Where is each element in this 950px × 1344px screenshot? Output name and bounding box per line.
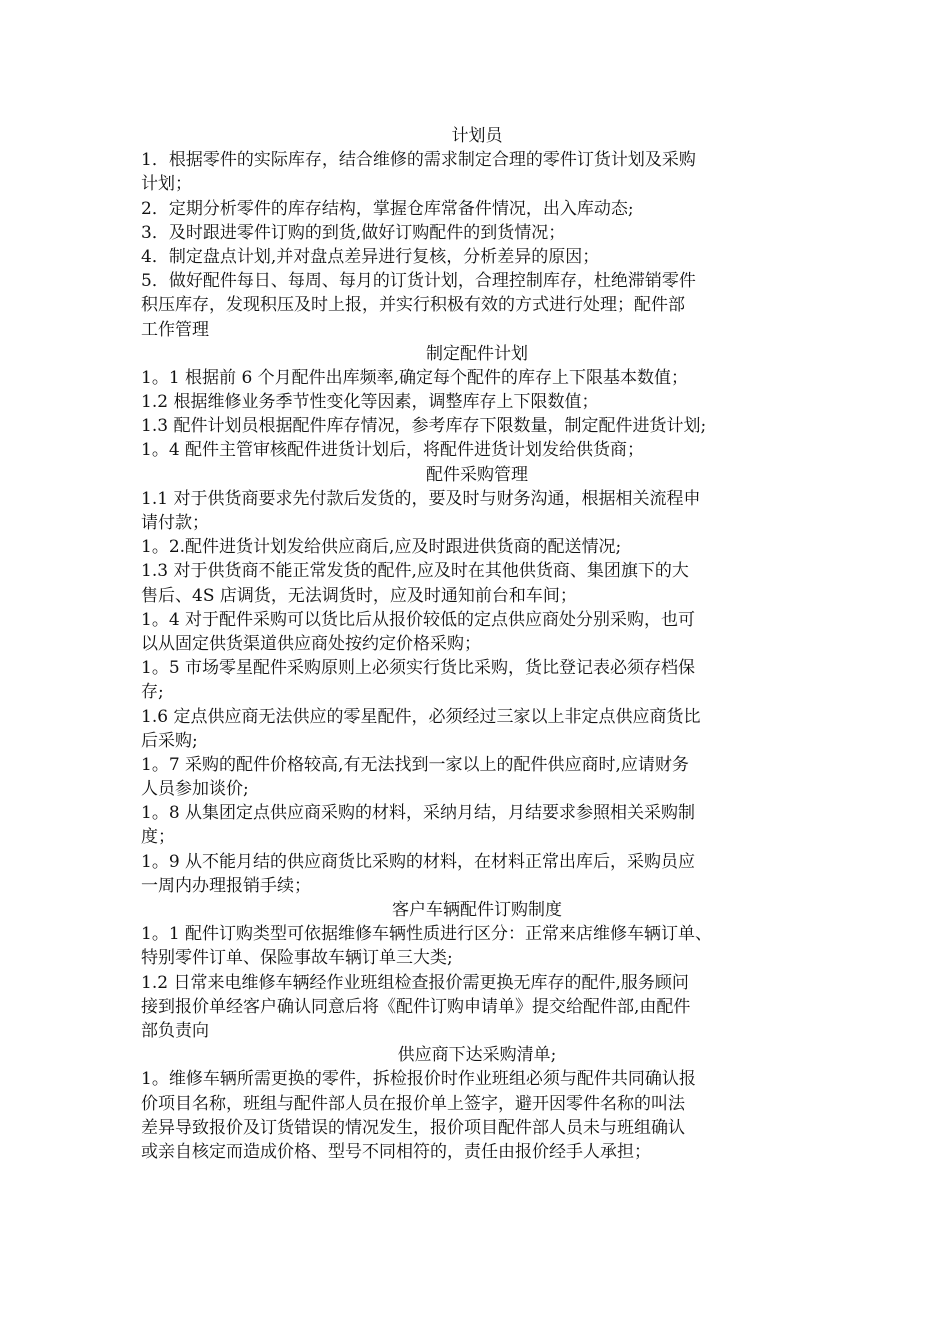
text-line: 1.1 对于供货商要求先付款后发货的，要及时与财务沟通，根据相关流程申 xyxy=(141,488,701,509)
text-line: 1。7 采购的配件价格较高,有无法找到一家以上的配件供应商时,应请财务 xyxy=(141,754,689,775)
text-line: 1。维修车辆所需更换的零件，拆检报价时作业班组必须与配件共同确认报 xyxy=(141,1069,696,1090)
text-line: 2．定期分析零件的库存结构，掌握仓库常备件情况，出入库动态; xyxy=(141,198,634,219)
text-line: 1.2 日常来电维修车辆经作业班组检查报价需更换无库存的配件,服务顾问 xyxy=(141,972,689,993)
text-line: 4．制定盘点计划,并对盘点差异进行复核，分析差异的原因； xyxy=(141,246,600,267)
text-line: 1。8 从集团定点供应商采购的材料，采纳月结，月结要求参照相关采购制 xyxy=(141,803,696,824)
section-heading: 供应商下达采购清单; xyxy=(397,1045,557,1066)
text-line: 售后、4S 店调货，无法调货时，应及时通知前台和车间； xyxy=(141,585,577,606)
section-heading: 配件采购管理 xyxy=(426,464,528,485)
text-line: 一周内办理报销手续； xyxy=(141,875,311,896)
text-line: 1。9 从不能月结的供应商货比采购的材料，在材料正常出库后，采购员应 xyxy=(141,851,696,872)
section-heading: 计划员 xyxy=(451,126,503,146)
section-heading: 制定配件计划 xyxy=(426,343,528,364)
text-line: 1。4 配件主管审核配件进货计划后，将配件进货计划发给供货商； xyxy=(141,440,645,461)
text-line: 价项目名称，班组与配件部人员在报价单上签字，避开因零件名称的叫法 xyxy=(141,1093,685,1114)
text-line: 存; xyxy=(141,682,164,703)
text-line: 工作管理 xyxy=(141,319,209,340)
text-line: 1。1 配件订购类型可依据维修车辆性质进行区分：正常来店维修车辆订单、 xyxy=(141,924,713,945)
text-line: 请付款； xyxy=(141,513,209,533)
text-line: 1.3 配件计划员根据配件库存情况，参考库存下限数量，制定配件进货计划; xyxy=(141,416,707,437)
text-line: 接到报价单经客户确认同意后将《配件订购申请单》提交给配件部,由配件 xyxy=(141,996,691,1017)
text-line: 特别零件订单、保险事故车辆订单三大类; xyxy=(141,948,453,969)
text-line: 积压库存，发现积压及时上报，并实行积极有效的方式进行处理；配件部 xyxy=(141,295,685,316)
text-line: 以从固定供货渠道供应商处按约定价格采购； xyxy=(141,633,481,654)
text-line: 1。4 对于配件采购可以货比后从报价较低的定点供应商处分别采购，也可 xyxy=(141,609,696,630)
text-line: 人员参加谈价; xyxy=(141,779,249,800)
text-line: 1．根据零件的实际库存，结合维修的需求制定合理的零件订货计划及采购 xyxy=(141,150,696,171)
text-line: 1.2 根据维修业务季节性变化等因素，调整库存上下限数值； xyxy=(141,392,599,413)
text-line: 后采购; xyxy=(141,730,198,751)
text-line: 差异导致报价及订货错误的情况发生，报价项目配件部人员未与班组确认 xyxy=(141,1117,685,1138)
section-heading: 客户车辆配件订购制度 xyxy=(392,900,562,920)
text-line: 计划； xyxy=(141,174,192,195)
text-line: 度； xyxy=(141,827,175,848)
text-line: 1.3 对于供货商不能正常发货的配件,应及时在其他供货商、集团旗下的大 xyxy=(141,561,689,582)
text-line: 1.6 定点供应商无法供应的零星配件，必须经过三家以上非定点供应商货比 xyxy=(141,706,701,727)
text-line: 1。2.配件进货计划发给供应商后,应及时跟进供货商的配送情况; xyxy=(141,537,622,558)
text-line: 1。1 根据前 6 个月配件出库频率,确定每个配件的库存上下限基本数值； xyxy=(141,367,689,388)
text-line: 或亲自核定而造成价格、型号不同相符的，责任由报价经手人承担； xyxy=(141,1141,651,1162)
text-line: 3．及时跟进零件订购的到货,做好订购配件的到货情况； xyxy=(141,222,566,243)
document-body xyxy=(141,124,813,1164)
text-line: 部负责向 xyxy=(141,1020,209,1041)
text-line: 5．做好配件每日、每周、每月的订货计划，合理控制库存，杜绝滞销零件 xyxy=(141,271,696,292)
text-line: 1。5 市场零星配件采购原则上必须实行货比采购，货比登记表必须存档保 xyxy=(141,658,696,679)
